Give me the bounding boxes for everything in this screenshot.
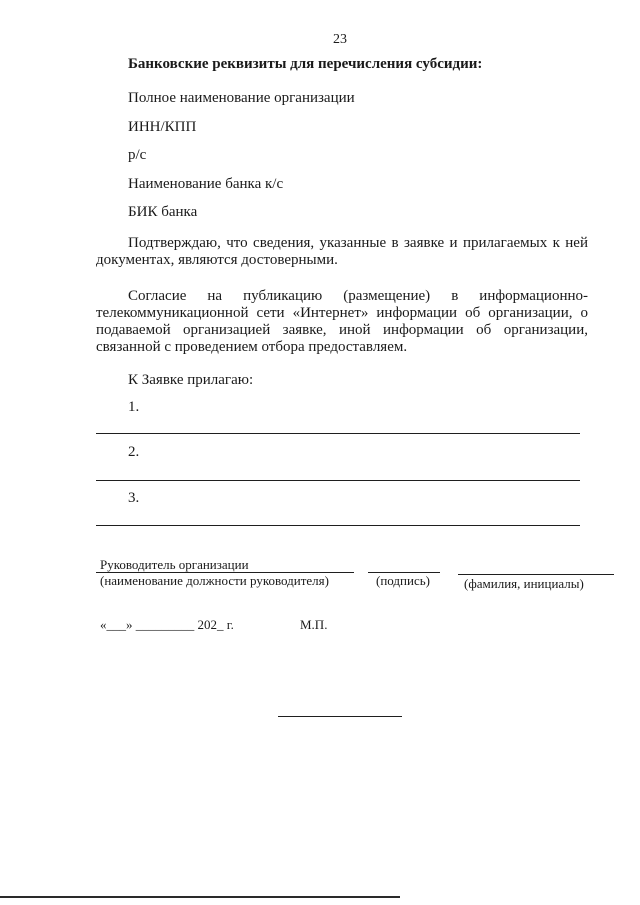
end-separator-line	[278, 716, 402, 717]
attachments-title: К Заявке прилагаю:	[128, 372, 254, 388]
date-line: «___» _________ 202_ г.	[100, 617, 234, 632]
page-number: 23	[333, 32, 347, 47]
field-org-full-name: Полное наименование организации	[128, 90, 355, 106]
position-value: Руководитель организации	[100, 557, 249, 572]
field-bank-name: Наименование банка к/с	[128, 176, 284, 192]
attachment-item-2: 2.	[128, 444, 140, 460]
name-line	[458, 574, 614, 575]
attachment-item-1: 1.	[128, 399, 140, 415]
scan-edge-line	[0, 896, 400, 898]
name-caption: (фамилия, инициалы)	[464, 576, 584, 591]
consent-paragraph: Согласие на публикацию (размещение) в информационно-телекоммуникационной сети «Интернет» информации об организации, о подаваемой организацией заявке, иной информации об организации, связанной с проведением отбора предоставляем.	[96, 288, 588, 355]
attachment-line-1	[96, 433, 580, 434]
field-inn-kpp: ИНН/КПП	[128, 119, 197, 135]
stamp-label: М.П.	[300, 617, 328, 632]
attachment-line-2	[96, 480, 580, 481]
confirmation-paragraph: Подтверждаю, что сведения, указанные в заявке и прилагаемых к ней документах, являются достоверными.	[96, 235, 588, 268]
field-account: р/с	[128, 147, 147, 163]
signature-caption: (подпись)	[376, 573, 430, 588]
field-bik: БИК банка	[128, 204, 198, 220]
attachment-line-3	[96, 525, 580, 526]
bank-details-heading: Банковские реквизиты для перечисления субсидии:	[128, 56, 483, 72]
position-caption: (наименование должности руководителя)	[100, 573, 329, 588]
attachment-item-3: 3.	[128, 490, 140, 506]
